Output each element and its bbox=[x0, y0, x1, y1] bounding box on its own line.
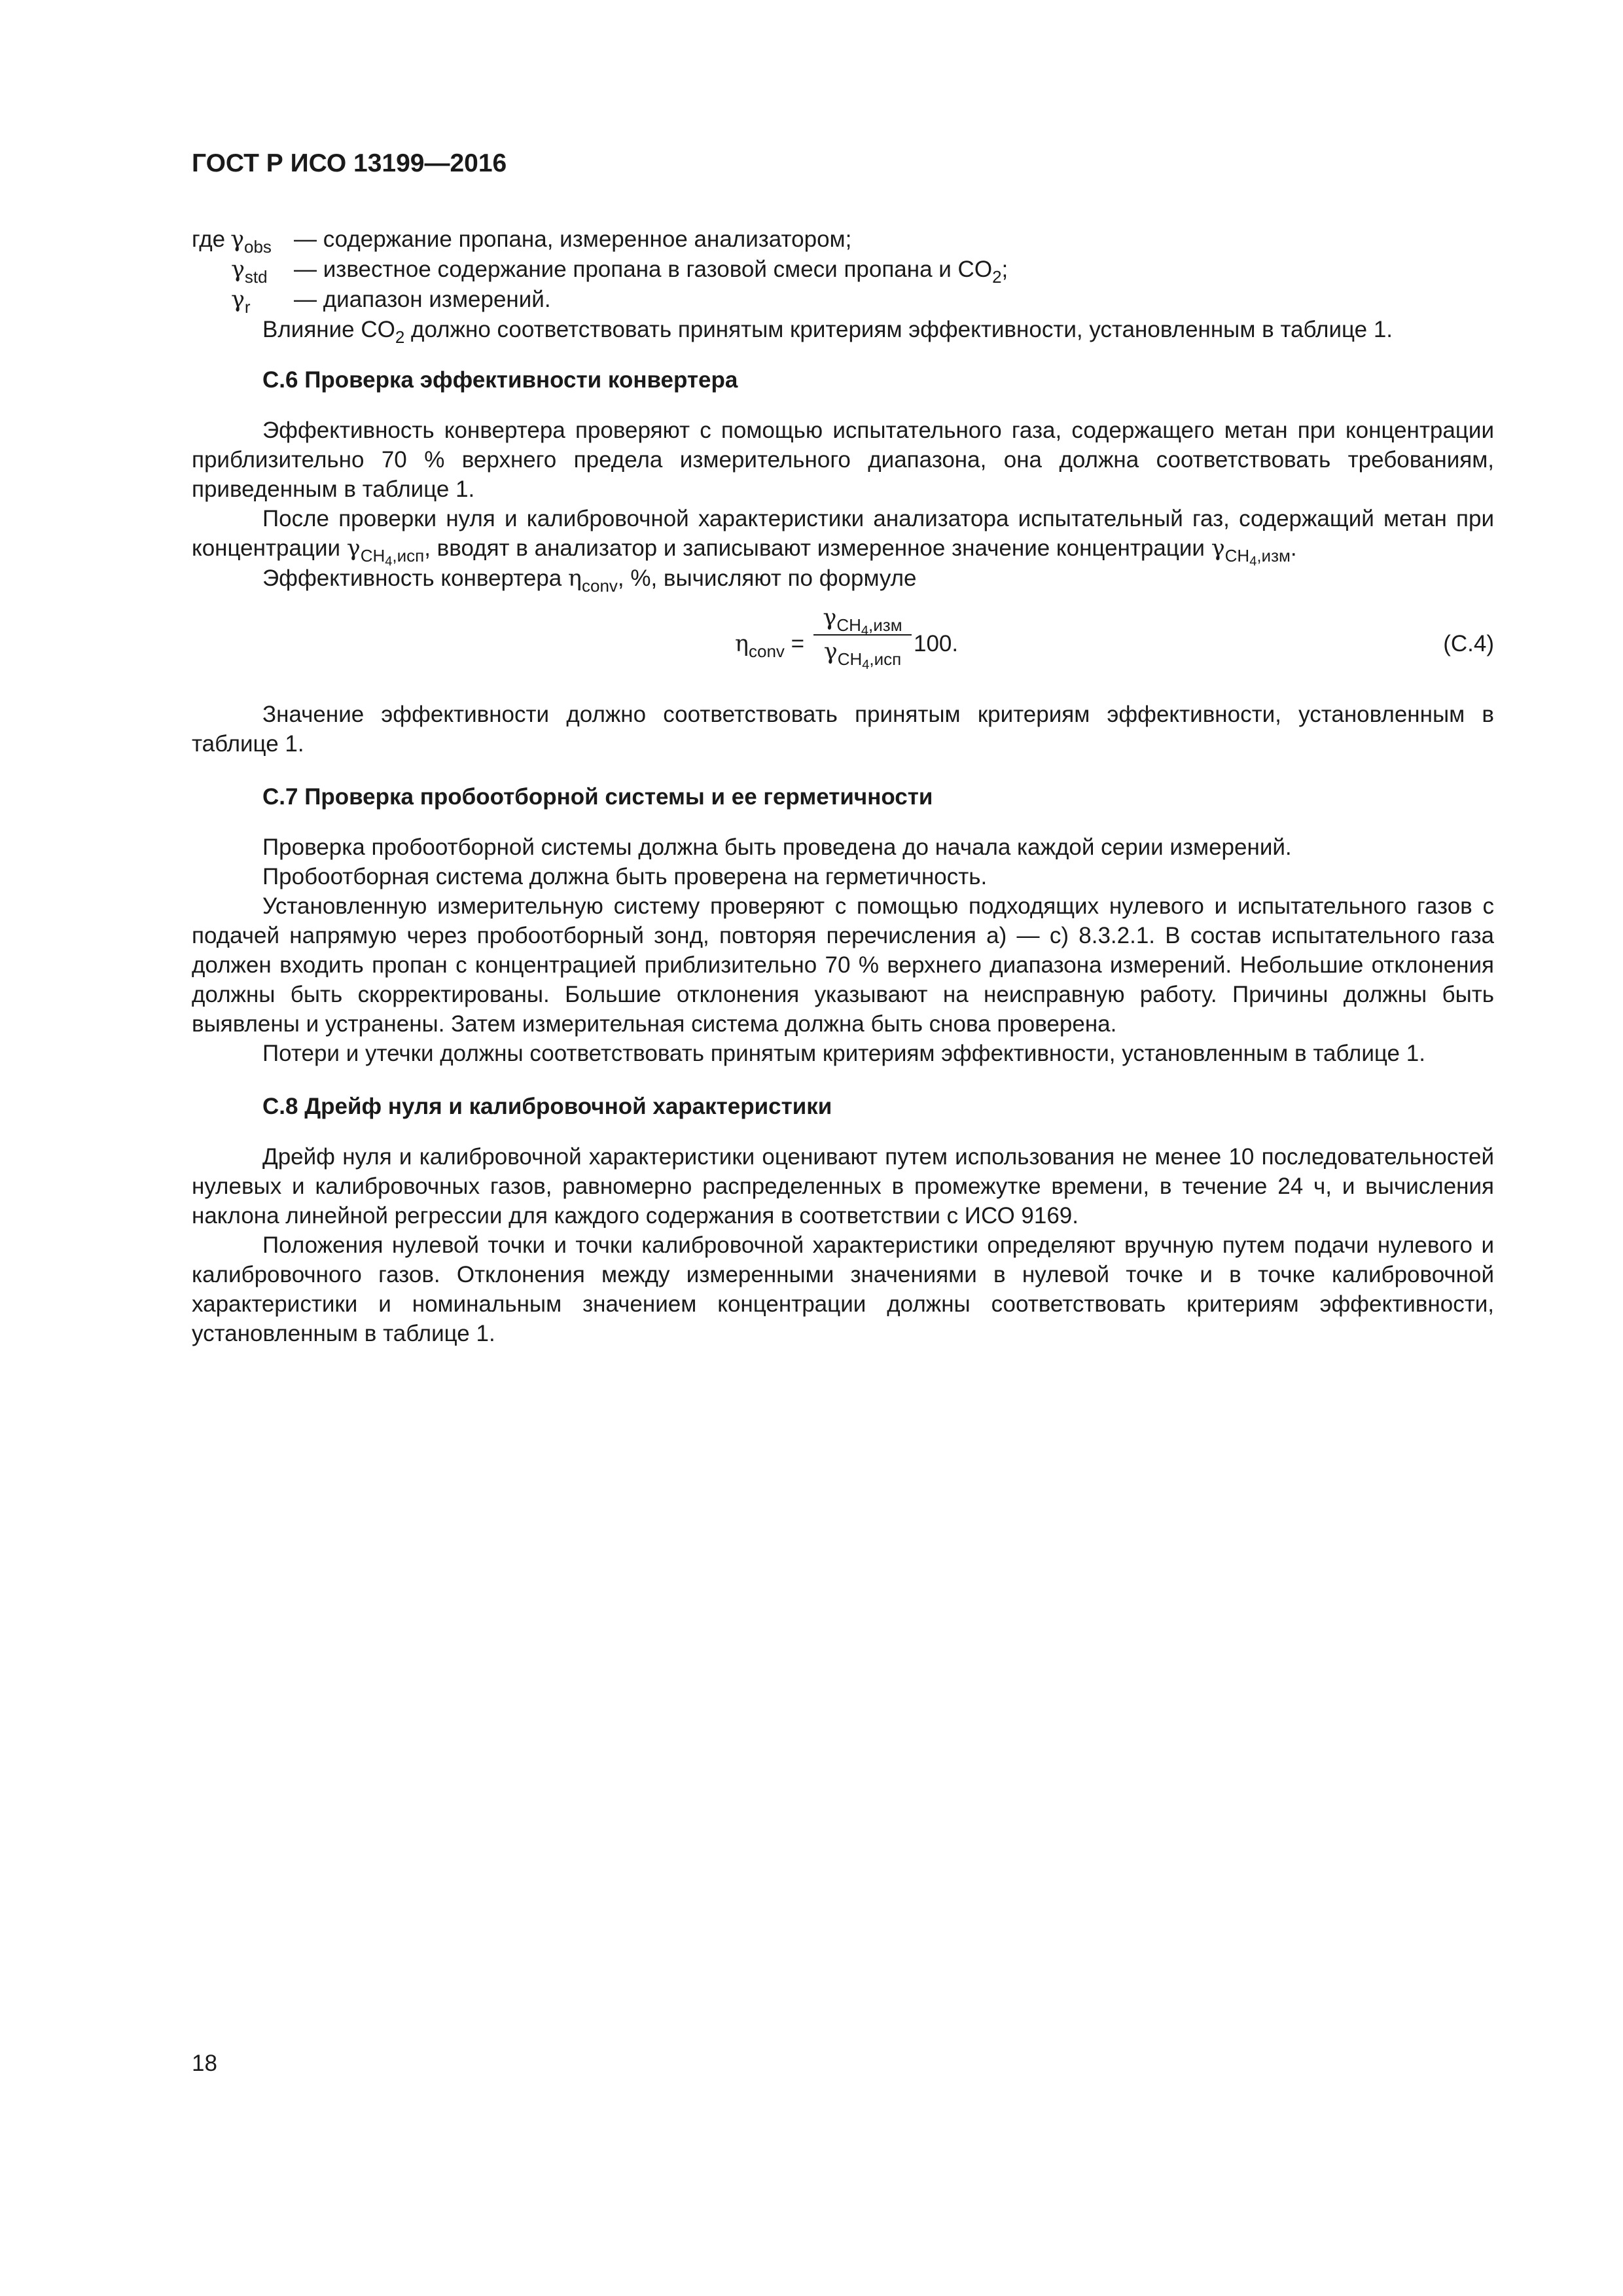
document-body bbox=[192, 224, 1494, 1348]
paragraph: Дрейф нуля и калибровочной характеристики оценивают путем использования не менее 10 последовательностей нулевых и калибровочных газов, равномерно распределенных в промежутке времени, в течение 24 ч, и вычисления наклона линейной регрессии для каждого содержания в соответствии с ИСО 9169. bbox=[192, 1144, 1494, 1229]
page-number: 18 bbox=[192, 2051, 217, 2076]
definition-symbol: где $\gamma_{obs}$ bbox=[192, 226, 272, 257]
formula-lhs: $\eta_{conv}$ = bbox=[735, 631, 805, 661]
paragraph: Потери и утечки должны соответствовать принятым критериям эффективности, установленным в таблице 1. bbox=[262, 1041, 1425, 1066]
section-heading-c6: С.6 Проверка эффективности конвертера bbox=[262, 367, 738, 393]
section-heading-c7: С.7 Проверка пробоотборной системы и ее герметичности bbox=[262, 784, 933, 810]
paragraph: Положения нулевой точки и точки калибровочной характеристики определяют вручную путем подачи нулевого и калибровочного газов. Отклонения между измеренными значениями в нулевой точке и в точке калибровочной характеристики и номинальным значением концентрации должны соответствовать критериям эффективности, установленным в таблице 1. bbox=[192, 1232, 1494, 1346]
paragraph: Значение эффективности должно соответствовать принятым критериям эффективности, установленным в таблице 1. bbox=[192, 702, 1494, 757]
paragraph: Установленную измерительную систему проверяют с помощью подходящих нулевого и испытательного газов с подачей напрямую через пробоотборный зонд, повторяя перечисления а) — с) 8.3.2.1. В состав испытательного газа должен входить пропан с концентрацией приблизительно 70 % верхнего диапазона измерений. Небольшие отклонения должны быть скорректированы. Большие отклонения указывают на неисправную работу. Причины должны быть выявлены и устранены. Затем измерительная система должна быть снова проверена. bbox=[192, 893, 1494, 1037]
definition-symbol: $\gamma_{std}$ bbox=[231, 257, 268, 287]
formula-number: (С.4) bbox=[1443, 631, 1494, 656]
document-header: ГОСТ Р ИСО 13199—2016 bbox=[192, 149, 507, 177]
paragraph: Эффективность конвертера проверяют с помощью испытательного газа, содержащего метан при концентрации приблизительно 70 % верхнего предела измерительного диапазона, она должна соответствовать требованиям, приведенным в таблице 1. bbox=[192, 418, 1494, 502]
symbol-definitions bbox=[192, 224, 1494, 315]
formula-multiplier: 100. bbox=[914, 631, 959, 656]
formula-numerator: $\gamma_{CH_4,изм}$ bbox=[823, 605, 902, 638]
paragraph: Проверка пробоотборной системы должна быть проведена до начала каждой серии измерений. bbox=[262, 834, 1292, 860]
definition-symbol: $\gamma_r$ bbox=[231, 287, 251, 317]
formula-denominator: $\gamma_{CH_4,исп}$ bbox=[823, 639, 902, 672]
paragraph: После проверки нуля и калибровочной характеристики анализатора испытательный газ, содержащий метан при концентрации $\gamma_{CH_4,исп}$, вводят в анализатор и записывают измеренное значение концентрации $\gamma_{CH_4,изм}$. bbox=[192, 506, 1494, 569]
section-heading-c8: С.8 Дрейф нуля и калибровочной характеристики bbox=[262, 1094, 832, 1119]
formula-c4 bbox=[192, 604, 1494, 689]
definition-text: — содержание пропана, измеренное анализатором; bbox=[294, 226, 852, 252]
paragraph: Пробоотборная система должна быть проверена на герметичность. bbox=[262, 864, 988, 889]
definition-text: — известное содержание пропана в газовой смеси пропана и $CO_2$; bbox=[294, 257, 1008, 287]
definition-text: — диапазон измерений. bbox=[294, 287, 551, 312]
paragraph: Эффективность конвертера $\eta_{conv}$, %, вычисляют по формуле bbox=[262, 565, 917, 596]
formula-fraction bbox=[813, 604, 912, 672]
co2-influence-note: Влияние $CO_2$ должно соответствовать принятым критериям эффективности, установленным в таблице 1. bbox=[262, 317, 1393, 347]
